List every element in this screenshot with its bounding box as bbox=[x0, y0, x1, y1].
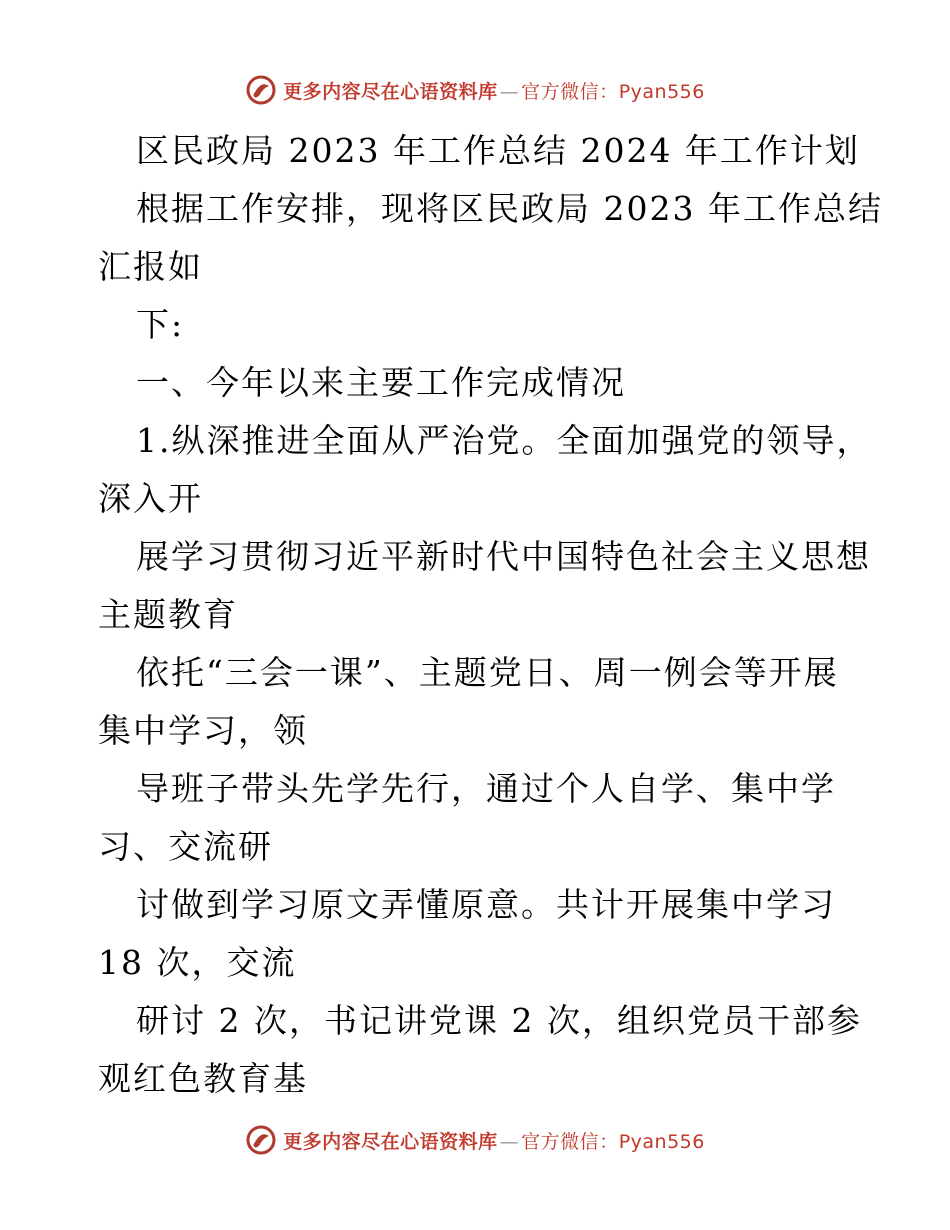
watermark-text: 更多内容尽在心语资料库 — 官方微信：Pyan556 bbox=[283, 1130, 705, 1153]
paragraph-line: 18 次，交流 bbox=[98, 943, 297, 982]
paragraph-line: 集中学习，领 bbox=[98, 711, 308, 750]
paragraph-line: 习、交流研 bbox=[98, 827, 273, 866]
paragraph-line: 根据工作安排，现将区民政局 2023 年工作总结 bbox=[136, 189, 883, 228]
logo-icon bbox=[245, 74, 277, 106]
paragraph-line: 主题教育 bbox=[98, 595, 238, 634]
document-body bbox=[98, 122, 883, 1108]
paragraph-line: 研讨 2 次，书记讲党课 2 次，组织党员干部参 bbox=[136, 1001, 862, 1040]
paragraph-line: 深入开 bbox=[98, 479, 203, 518]
section-heading: 一、今年以来主要工作完成情况 bbox=[136, 363, 626, 402]
paragraph-line: 依托“三会一课”、主题党日、周一例会等开展 bbox=[136, 653, 839, 692]
paragraph-line: 讨做到学习原文弄懂原意。共计开展集中学习 bbox=[136, 885, 836, 924]
logo-icon bbox=[245, 1124, 277, 1156]
document-title: 区民政局 2023 年工作总结 2024 年工作计划 bbox=[136, 131, 860, 170]
paragraph-line: 导班子带头先学先行，通过个人自学、集中学 bbox=[136, 769, 836, 808]
header-watermark-banner bbox=[0, 70, 950, 110]
paragraph-line: 汇报如 bbox=[98, 247, 203, 286]
paragraph-line: 观红色教育基 bbox=[98, 1059, 308, 1098]
paragraph-line: 1.纵深推进全面从严治党。全面加强党的领导， bbox=[136, 421, 872, 460]
paragraph-line: 下: bbox=[136, 305, 185, 344]
watermark-text: 更多内容尽在心语资料库 — 官方微信：Pyan556 bbox=[283, 80, 705, 103]
footer-watermark-banner bbox=[0, 1120, 950, 1160]
paragraph-line: 展学习贯彻习近平新时代中国特色社会主义思想 bbox=[136, 537, 871, 576]
